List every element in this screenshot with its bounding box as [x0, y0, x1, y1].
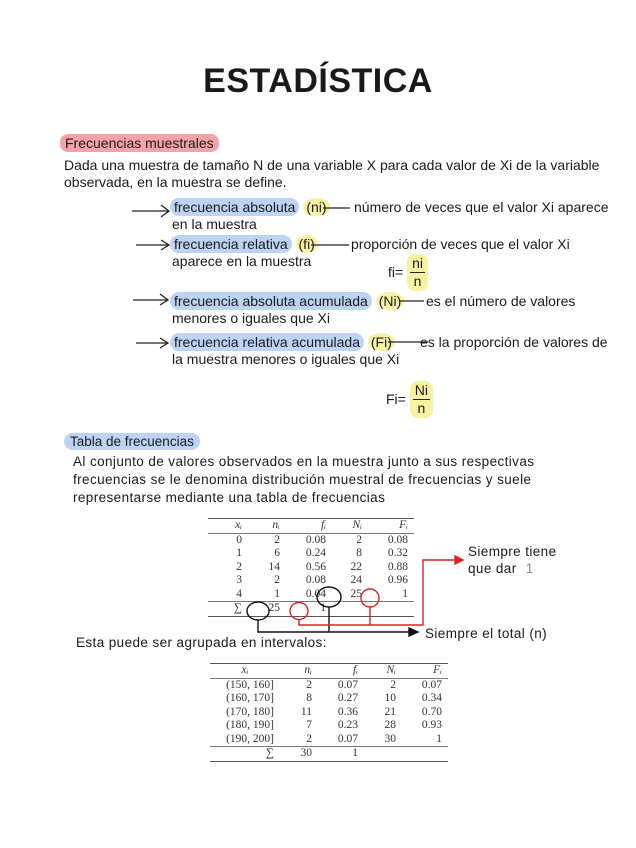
table-cell: 7 — [306, 719, 312, 731]
item-desc: es la proporción de valores de — [420, 334, 608, 350]
table-row — [210, 733, 448, 747]
arrow-item-1 — [132, 205, 169, 217]
sum-n: 25 — [268, 602, 280, 614]
item-symbol: (fi) — [296, 235, 318, 253]
circle-N-last — [317, 587, 341, 607]
table-cell: 3 — [236, 574, 242, 586]
header-cell: nᵢ — [304, 664, 312, 676]
numerator: ni — [412, 255, 423, 271]
header-cell: Nᵢ — [386, 664, 396, 676]
table-cell: 1 — [436, 732, 442, 745]
table-cell: 0.07 — [421, 678, 442, 691]
table-cell: 0.93 — [421, 719, 442, 731]
item-desc-cont: la muestra menores o iguales que Xi — [172, 351, 400, 367]
table-header — [210, 664, 448, 679]
arrowhead-total — [409, 628, 418, 636]
arrow-item-4 — [136, 338, 168, 348]
item-desc: proporción de veces que el valor Xi — [351, 236, 570, 252]
header-cell: xᵢ — [241, 664, 249, 676]
item-desc-cont: menores o iguales que Xi — [172, 310, 330, 326]
table-cell: 0.23 — [337, 719, 358, 731]
table-cell: 0.32 — [387, 547, 408, 559]
table-cell: 0.36 — [337, 705, 358, 718]
item-symbol: (ni) — [303, 198, 329, 216]
table-row — [210, 692, 448, 706]
table-cell: 0.27 — [337, 692, 358, 704]
item-label: frecuencia relativa acumulada — [170, 333, 364, 351]
table-cell: 0.88 — [387, 560, 408, 573]
sum-f: 1 — [320, 602, 326, 614]
item-label: frecuencia relativa — [170, 235, 292, 253]
header-cell: fᵢ — [352, 664, 358, 676]
circle-sum-f — [290, 603, 308, 620]
table — [210, 663, 448, 762]
circle-F-last — [361, 589, 379, 607]
table-sum-row — [210, 747, 448, 762]
note-siempre-uno — [468, 543, 557, 577]
denominator: n — [413, 273, 422, 289]
table-cell: (180, 190] — [226, 719, 274, 731]
heading-text: Frecuencias muestrales — [60, 134, 219, 152]
formula-lhs: fi= — [388, 264, 404, 280]
numerator: Ni — [414, 382, 428, 398]
table-body — [210, 678, 448, 747]
sum-symbol: ∑ — [233, 602, 242, 614]
table-row — [210, 719, 448, 733]
table-row — [210, 706, 448, 720]
note-line — [468, 560, 557, 577]
sum-f: 1 — [352, 747, 358, 759]
note-siempre-total: Siempre el total (n) — [425, 626, 548, 641]
grouped-intro: Esta puede ser agrupada en intervalos: — [76, 635, 327, 650]
page-title: ESTADÍSTICA — [203, 62, 433, 100]
table-cell: 0.56 — [305, 560, 326, 573]
item-desc: es el número de valores — [426, 293, 576, 309]
table-cell: 2 — [236, 560, 242, 573]
header-cell: fᵢ — [320, 519, 326, 531]
table-cell: 0.96 — [387, 574, 408, 586]
table-cell: 8 — [356, 547, 362, 559]
table-cell: 24 — [350, 574, 362, 586]
header-cell: xᵢ — [235, 519, 242, 531]
table-cell: 2 — [390, 678, 396, 691]
table-cell: 4 — [236, 587, 242, 600]
table-cell: 0.08 — [305, 533, 326, 546]
header-cell: nᵢ — [272, 519, 280, 531]
table-cell: 2 — [274, 574, 280, 586]
table-row — [210, 678, 448, 692]
table-cell: 10 — [384, 692, 396, 704]
header-cell: Nᵢ — [352, 519, 362, 531]
item-label: frecuencia absoluta acumulada — [170, 292, 372, 310]
table-cell: 2 — [356, 533, 362, 546]
table-cell: 0.08 — [387, 533, 408, 546]
table-cell: 28 — [384, 719, 396, 731]
table-cell: 0.70 — [421, 705, 442, 718]
formula-lhs: Fi= — [386, 391, 406, 407]
intro-line-1: Dada una muestra de tamaño N de una variable X para cada valor de Xi de la variable — [64, 157, 600, 173]
item-label: frecuencia absoluta — [170, 198, 299, 216]
sum-empty — [402, 747, 448, 762]
table-cell: 22 — [350, 560, 362, 573]
arrow-item-3 — [133, 294, 168, 305]
paragraph-line-2: frecuencias se le denomina distribución muestral de frecuencias y suele — [73, 472, 532, 487]
intro-line-2: observada, en la muestra se define. — [64, 174, 287, 190]
table-cell: 2 — [306, 732, 312, 745]
note-text: que dar — [468, 561, 517, 576]
item-desc-cont: en la muestra — [172, 216, 257, 232]
arrow-item-2 — [136, 240, 169, 250]
table-cell: (150, 160] — [226, 678, 274, 691]
item-symbol: (Fi) — [368, 333, 395, 351]
table-cell: 21 — [384, 705, 396, 718]
table-cell: (190, 200] — [226, 732, 274, 745]
heading-text: Tabla de frecuencias — [64, 433, 200, 450]
table-cell: 1 — [274, 587, 280, 600]
sum-symbol: ∑ — [265, 747, 274, 759]
denominator: n — [417, 400, 426, 416]
table-cell: 14 — [268, 560, 280, 573]
table-cell: 0.07 — [337, 732, 358, 745]
table-cell: 1 — [402, 587, 408, 600]
table-cell: 6 — [274, 547, 280, 559]
item-desc-cont: aparece en la muestra — [172, 253, 312, 269]
table-cell: 0.34 — [421, 692, 442, 704]
table-cell: 1 — [236, 547, 242, 559]
line-total — [258, 607, 409, 632]
item-desc: número de veces que el valor Xi aparece — [354, 199, 609, 215]
table-cell: 0.04 — [305, 587, 326, 600]
table-cell: 0 — [236, 533, 242, 546]
table-cell: 25 — [350, 587, 362, 600]
table-cell: 11 — [300, 705, 312, 718]
table-cell: (160, 170] — [226, 692, 274, 704]
table-cell: 2 — [306, 678, 312, 691]
header-cell: Fᵢ — [399, 519, 408, 531]
table-cell: 0.07 — [337, 678, 358, 691]
note-line: Siempre tiene — [468, 544, 557, 559]
table-cell: 30 — [384, 732, 396, 745]
table-cell: 0.08 — [305, 574, 326, 586]
header-cell: Fᵢ — [433, 664, 442, 676]
sum-empty — [364, 747, 402, 762]
note-value: 1 — [525, 561, 534, 576]
arrowhead-one — [455, 556, 463, 564]
circle-sum-n — [247, 602, 269, 620]
grouped-frequency-table — [210, 663, 448, 762]
paragraph-line-1: Al conjunto de valores observados en la muestra junto a sus respectivas — [73, 454, 535, 469]
table-cell: 2 — [274, 533, 280, 546]
table-cell: (170, 180] — [226, 705, 274, 718]
item-symbol: (Ni) — [376, 292, 405, 310]
paragraph-line-3: representarse mediante una tabla de frecuencias — [73, 490, 386, 505]
table-cell: 8 — [306, 692, 312, 704]
table-cell: 0.24 — [305, 547, 326, 559]
sum-n: 30 — [300, 747, 312, 759]
